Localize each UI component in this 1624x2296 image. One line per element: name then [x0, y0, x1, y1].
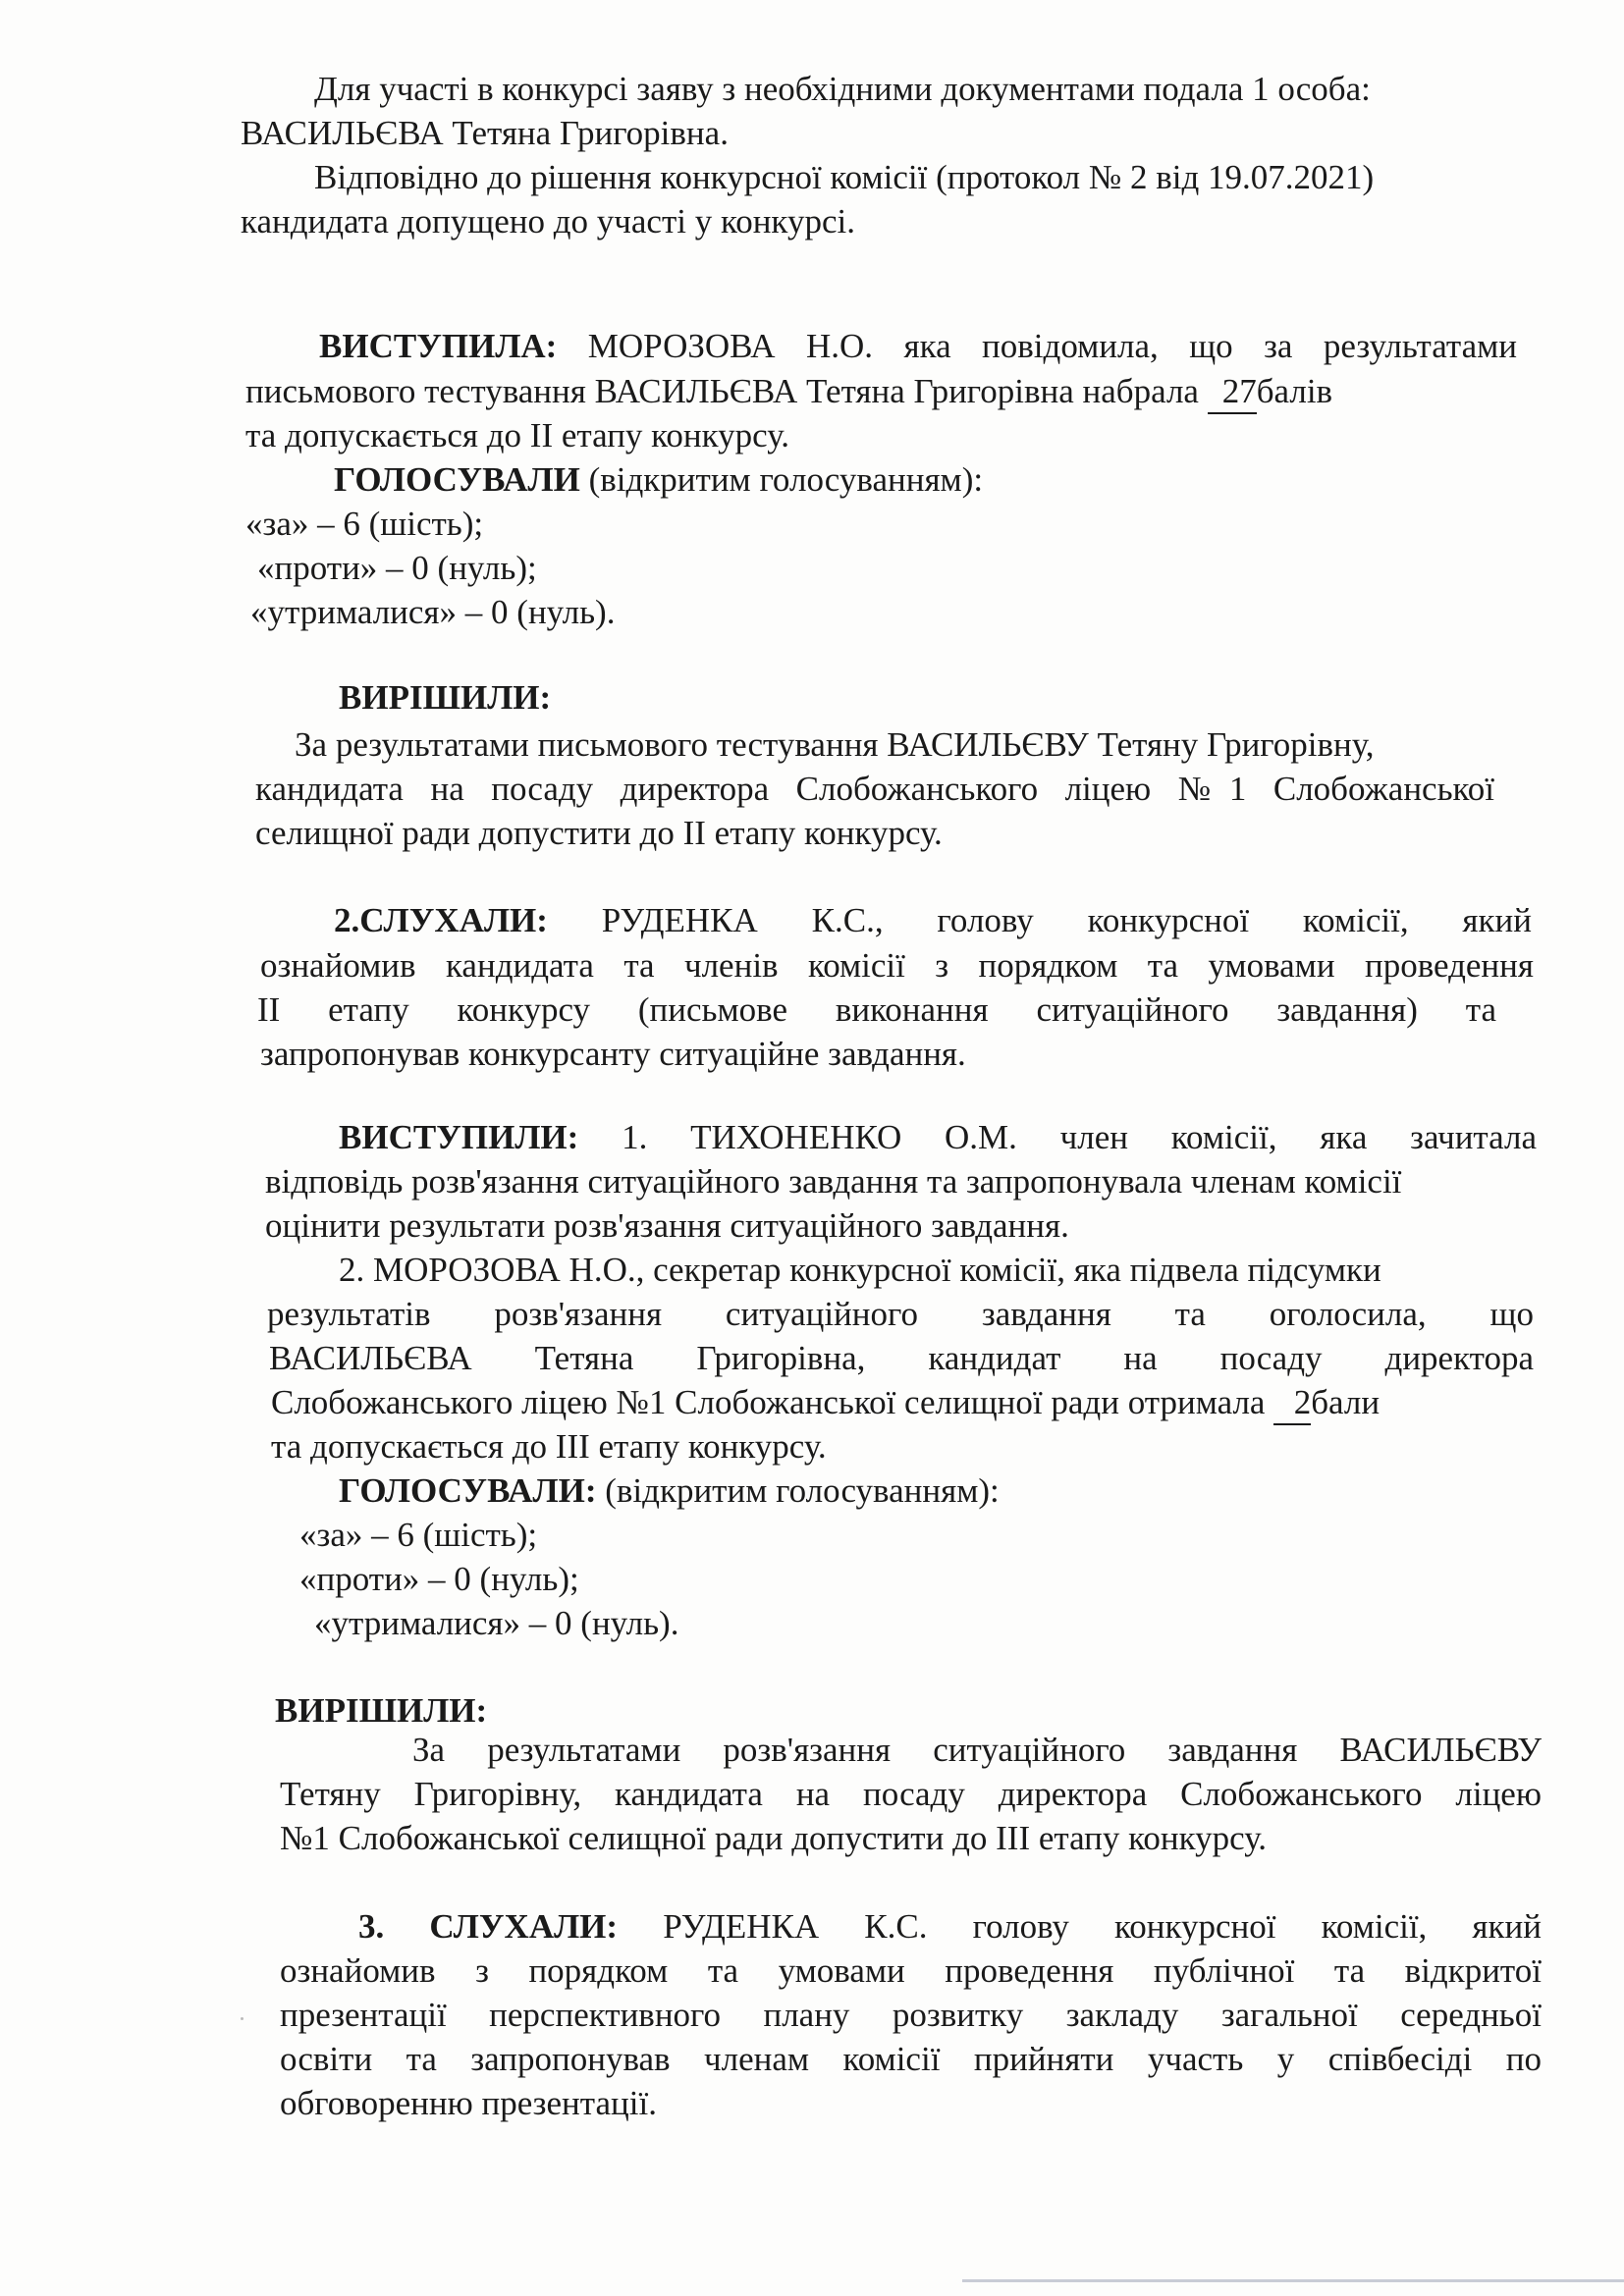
- vote1-note: (відкритим голосуванням):: [579, 460, 984, 499]
- heard3-line-2: ознайомив з порядком та умовами проведення публічної та відкритої: [280, 1951, 1542, 1990]
- intro-line-3: Відповідно до рішення конкурсної комісії (протокол № 2 від 19.07.2021): [314, 158, 1375, 196]
- heard3-line-5: обговоренню презентації.: [280, 2084, 657, 2122]
- heard3-line-4: освіти та запропонував членам комісії прийняти участь у співбесіді по: [280, 2040, 1542, 2078]
- speech1-line-2: [245, 371, 1332, 414]
- heard2-line-4: запропонував конкурсанту ситуаційне завдання.: [260, 1035, 966, 1073]
- heard3-line-1: [358, 1906, 1542, 1948]
- decision2-line-1: За результатами розв'язання ситуаційного завдання ВАСИЛЬЄВУ: [412, 1731, 1542, 1769]
- vote2-header: [339, 1470, 1000, 1512]
- decision2-line-3: №1 Слобожанської селищної ради допустити до ІІІ етапу конкурсу.: [280, 1819, 1267, 1857]
- vote2-note: (відкритим голосуванням):: [596, 1471, 1000, 1510]
- speech2-line-4: 2. МОРОЗОВА Н.О., секретар конкурсної комісії, яка підвела підсумки: [339, 1251, 1381, 1289]
- speech2-text-7b: бали: [1311, 1383, 1380, 1421]
- decision1-line-1: За результатами письмового тестування ВАСИЛЬЄВУ Тетяну Григорівну,: [295, 725, 1375, 764]
- speech2-line-5: результатів розв'язання ситуаційного завдання та оголосила, що: [267, 1295, 1534, 1333]
- scan-edge-line: [962, 2279, 1624, 2282]
- decision1-label: ВИРІШИЛИ:: [339, 678, 552, 717]
- speech2-text-7a: Слобожанського ліцею №1 Слобожанської селищної ради отримала: [271, 1383, 1274, 1421]
- intro-line-2: ВАСИЛЬЄВА Тетяна Григорівна.: [241, 114, 729, 152]
- speech2-line-3: оцінити результати розв'язання ситуаційного завдання.: [265, 1206, 1069, 1245]
- heard2-line-1: [334, 900, 1532, 941]
- speech1-line-3: та допускається до ІІ етапу конкурсу.: [245, 416, 789, 454]
- heard2-line-2: ознайомив кандидата та членів комісії з порядком та умовами проведення: [260, 946, 1534, 985]
- decision2-label: ВИРІШИЛИ:: [275, 1691, 488, 1730]
- speech2-line-7: [271, 1382, 1380, 1425]
- speech1-text: МОРОЗОВА Н.О. яка повідомила, що за результатами: [587, 327, 1517, 365]
- heard2-label: 2.СЛУХАЛИ:: [334, 901, 548, 939]
- speech2-line-8: та допускається до ІІІ етапу конкурсу.: [271, 1427, 827, 1466]
- decision1-line-3: селищної ради допустити до ІІ етапу конкурсу.: [255, 814, 943, 852]
- vote1-abstain: «утрималися» – 0 (нуль).: [250, 593, 616, 631]
- speech2-text: 1. ТИХОНЕНКО О.М. член комісії, яка зачитала: [622, 1118, 1537, 1156]
- speech1-score: 27: [1208, 371, 1257, 414]
- decision1-line-2: кандидата на посаду директора Слобожанського ліцею №1 Слобожанської: [255, 770, 1494, 808]
- intro-line-1: Для участі в конкурсі заяву з необхідними документами подала 1 особа:: [314, 70, 1371, 108]
- scan-speck: [241, 2017, 244, 2020]
- vote1-label: ГОЛОСУВАЛИ: [334, 460, 580, 499]
- speech1-text-2b: балів: [1256, 372, 1333, 410]
- speech2-label: ВИСТУПИЛИ:: [339, 1118, 579, 1156]
- speech2-score: 2: [1273, 1382, 1311, 1425]
- speech2-line-1: [339, 1117, 1537, 1158]
- vote1-for: «за» – 6 (шість);: [245, 505, 484, 543]
- speech2-line-6: ВАСИЛЬЄВА Тетяна Григорівна, кандидат на посаду директора: [269, 1339, 1534, 1377]
- heard3-label: 3. СЛУХАЛИ:: [358, 1907, 619, 1946]
- speech1-label: ВИСТУПИЛА:: [319, 327, 558, 365]
- vote2-abstain: «утрималися» – 0 (нуль).: [314, 1604, 679, 1642]
- heard2-text: РУДЕНКА К.С., голову конкурсної комісії, який: [601, 901, 1532, 939]
- vote2-label: ГОЛОСУВАЛИ:: [339, 1471, 597, 1510]
- vote1-against: «проти» – 0 (нуль);: [257, 549, 537, 587]
- speech1-text-2a: письмового тестування ВАСИЛЬЄВА Тетяна Григорівна набрала: [245, 372, 1208, 410]
- intro-line-4: кандидата допущено до участі у конкурсі.: [241, 202, 855, 240]
- vote1-header: [334, 459, 983, 501]
- speech1-line-1: [319, 326, 1517, 367]
- heard3-text: РУДЕНКА К.С. голову конкурсної комісії, який: [663, 1907, 1542, 1946]
- decision2-line-2: Тетяну Григорівну, кандидата на посаду директора Слобожанського ліцею: [280, 1775, 1542, 1813]
- heard2-line-3: ІІ етапу конкурсу (письмове виконання ситуаційного завдання) та: [257, 990, 1496, 1029]
- heard3-line-3: презентації перспективного плану розвитку закладу загальної середньої: [280, 1996, 1542, 2034]
- vote2-for: «за» – 6 (шість);: [299, 1516, 538, 1554]
- vote2-against: «проти» – 0 (нуль);: [299, 1560, 579, 1598]
- speech2-line-2: відповідь розв'язання ситуаційного завдання та запропонувала членам комісії: [265, 1162, 1402, 1201]
